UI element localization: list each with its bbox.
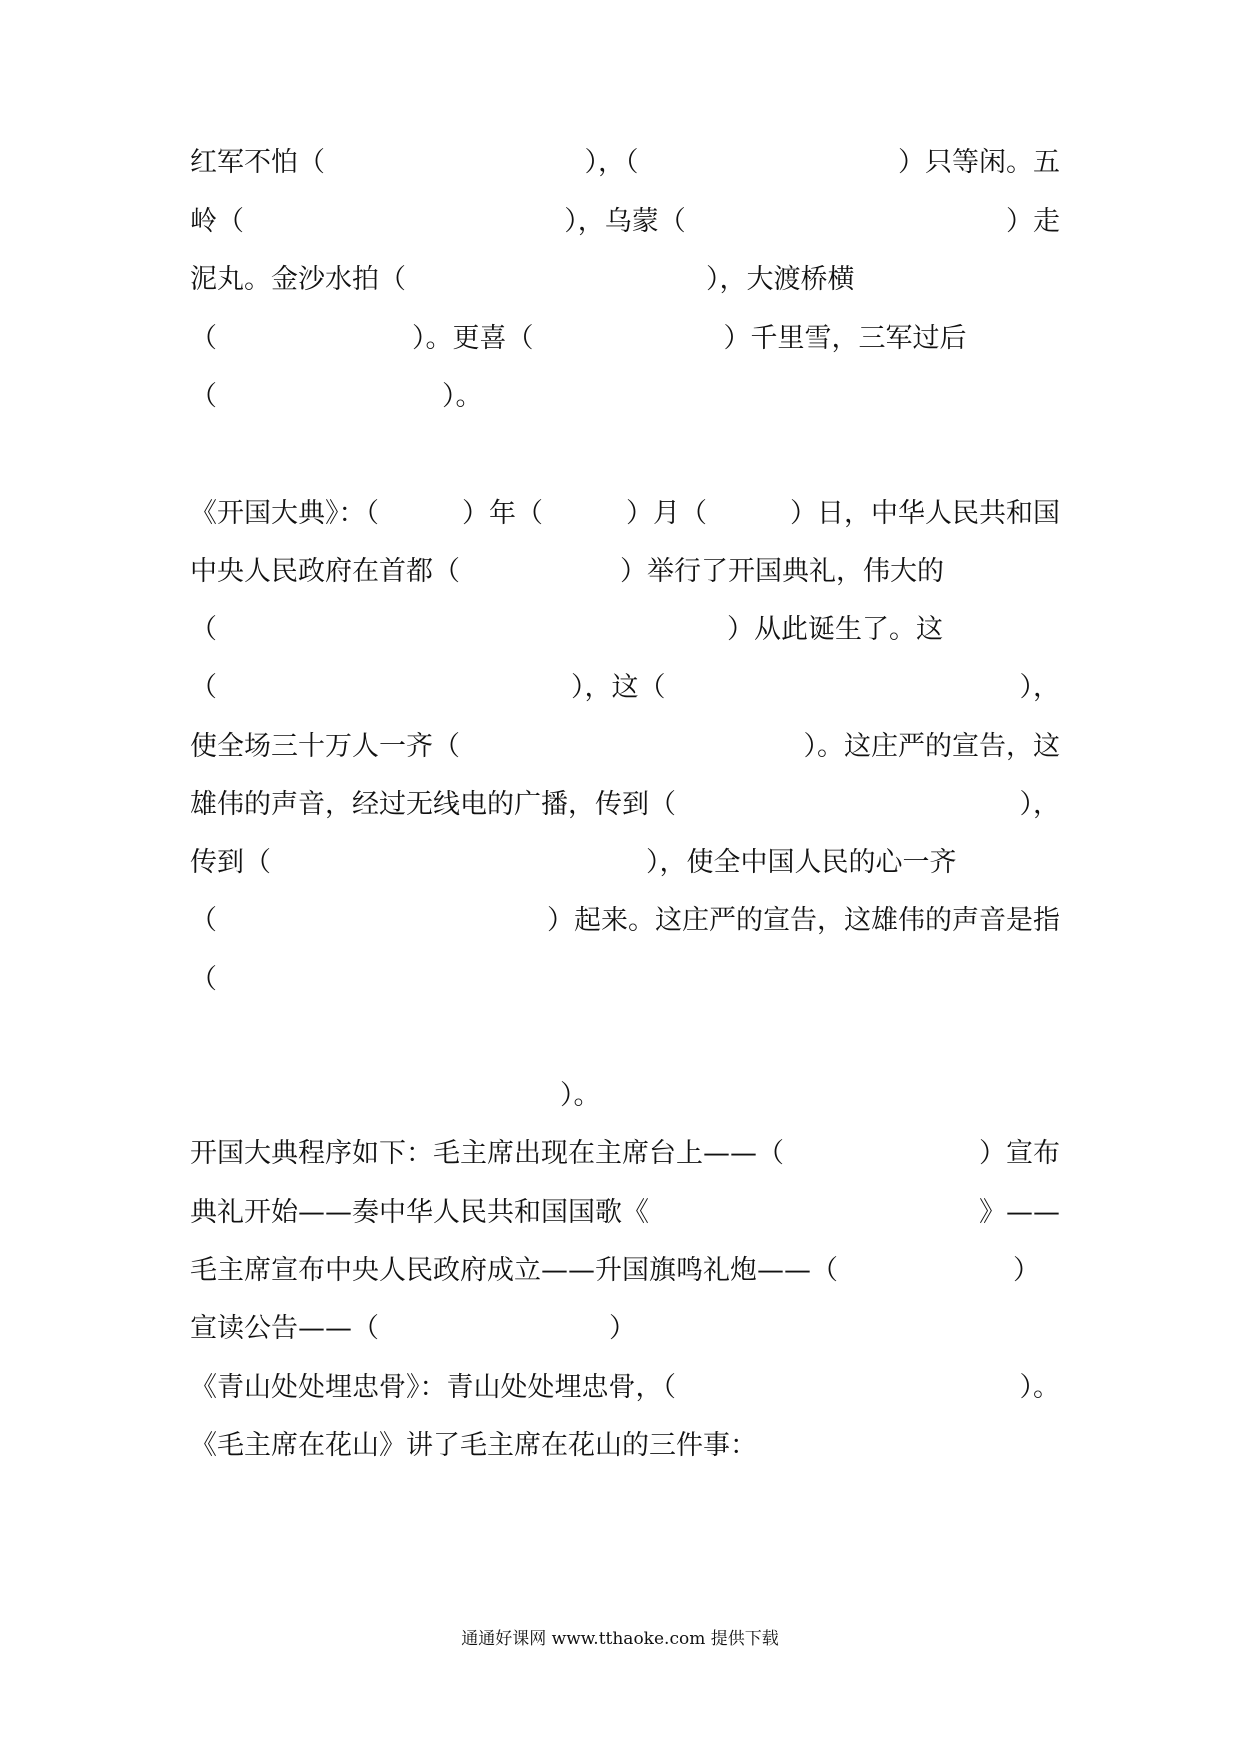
text-segment: ）月（ <box>626 498 707 529</box>
text-segment: ）， <box>1019 672 1060 703</box>
text-segment: ）年（ <box>462 498 543 529</box>
text-segment: ）走 <box>1006 206 1060 237</box>
text-segment: ）。 <box>1019 1372 1060 1403</box>
footer-credit: 通通好课网 www.tthaoke.com 提供下载 <box>461 1629 779 1649</box>
text-segment: ），使全中国人民的心一齐 <box>646 847 957 878</box>
poem-line-5 <box>190 377 1060 417</box>
text-segment: ）千里雪，三军过后 <box>723 323 967 354</box>
text-segment: 毛主席宣布中央人民政府成立——升国旗鸣礼炮——（ <box>190 1255 838 1286</box>
text-segment: ）。 <box>442 381 483 412</box>
text-segment: ），乌蒙（ <box>564 206 686 237</box>
text-line-15 <box>560 1076 760 1116</box>
text-segment: ） <box>1013 1255 1040 1286</box>
text-line-7 <box>190 552 1060 592</box>
text-segment: 雄伟的声音，经过无线电的广播，传到（ <box>190 789 676 820</box>
text-line-13 <box>190 901 1060 941</box>
text-segment: （ <box>190 614 217 645</box>
text-segment: ）只等闲。五 <box>898 147 1060 178</box>
text-segment: ） <box>609 1313 636 1344</box>
text-segment: 中央人民政府在首都（ <box>190 556 460 587</box>
text-line-10 <box>190 727 1060 767</box>
text-line-20 <box>190 1368 1060 1408</box>
text-line-21 <box>190 1426 1060 1466</box>
text-line-9 <box>190 668 1060 708</box>
text-segment: ）起来。这庄严的宣告，这雄伟的声音是指 <box>547 905 1060 936</box>
text-segment: （ <box>190 381 217 412</box>
text-segment: （ <box>190 672 217 703</box>
text-segment: 《毛主席在花山》讲了毛主席在花山的三件事： <box>190 1430 757 1461</box>
text-segment: 宣读公告——（ <box>190 1313 379 1344</box>
text-segment: ），大渡桥横 <box>706 264 855 295</box>
text-line-17 <box>190 1193 1060 1233</box>
text-segment: 使全场三十万人一齐（ <box>190 731 460 762</box>
text-segment: 典礼开始——奏中华人民共和国国歌《 <box>190 1197 649 1228</box>
text-segment: ）举行了开国典礼，伟大的 <box>620 556 944 587</box>
text-segment: ），这（ <box>571 672 666 703</box>
text-segment: 红军不怕（ <box>190 147 325 178</box>
text-segment: 岭（ <box>190 206 244 237</box>
text-segment: 《青山处处埋忠骨》：青山处处埋忠骨，（ <box>190 1372 676 1403</box>
text-segment: ）。更喜（ <box>412 323 534 354</box>
text-line-6 <box>190 494 1060 534</box>
text-line-18 <box>190 1251 1040 1291</box>
poem-line-3 <box>190 260 1060 300</box>
text-segment: ）， <box>1019 789 1060 820</box>
poem-line-2 <box>190 202 1060 242</box>
text-line-8 <box>190 610 1060 650</box>
text-line-16 <box>190 1134 1060 1174</box>
text-segment: 《开国大典》：（ <box>190 498 379 529</box>
text-segment: 开国大典程序如下：毛主席出现在主席台上——（ <box>190 1138 784 1169</box>
text-segment: （ <box>190 964 217 995</box>
poem-line-1 <box>190 143 1060 183</box>
text-line-11 <box>190 785 1060 825</box>
text-line-12 <box>190 843 1060 883</box>
text-segment: ）。 <box>560 1080 601 1111</box>
text-segment: ）从此诞生了。这 <box>727 614 943 645</box>
text-segment: ），（ <box>584 147 639 178</box>
text-segment: （ <box>190 323 217 354</box>
text-segment: 传到（ <box>190 847 271 878</box>
text-line-14 <box>190 960 1060 1000</box>
text-segment: ）日，中华人民共和国 <box>790 498 1060 529</box>
text-segment: 》—— <box>979 1197 1060 1228</box>
text-segment: 泥丸。金沙水拍（ <box>190 264 406 295</box>
poem-line-4 <box>190 319 1060 359</box>
text-segment: ）宣布 <box>979 1138 1060 1169</box>
text-segment: ）。这庄严的宣告，这 <box>803 731 1060 762</box>
text-segment: （ <box>190 905 217 936</box>
text-line-19 <box>190 1309 1060 1349</box>
